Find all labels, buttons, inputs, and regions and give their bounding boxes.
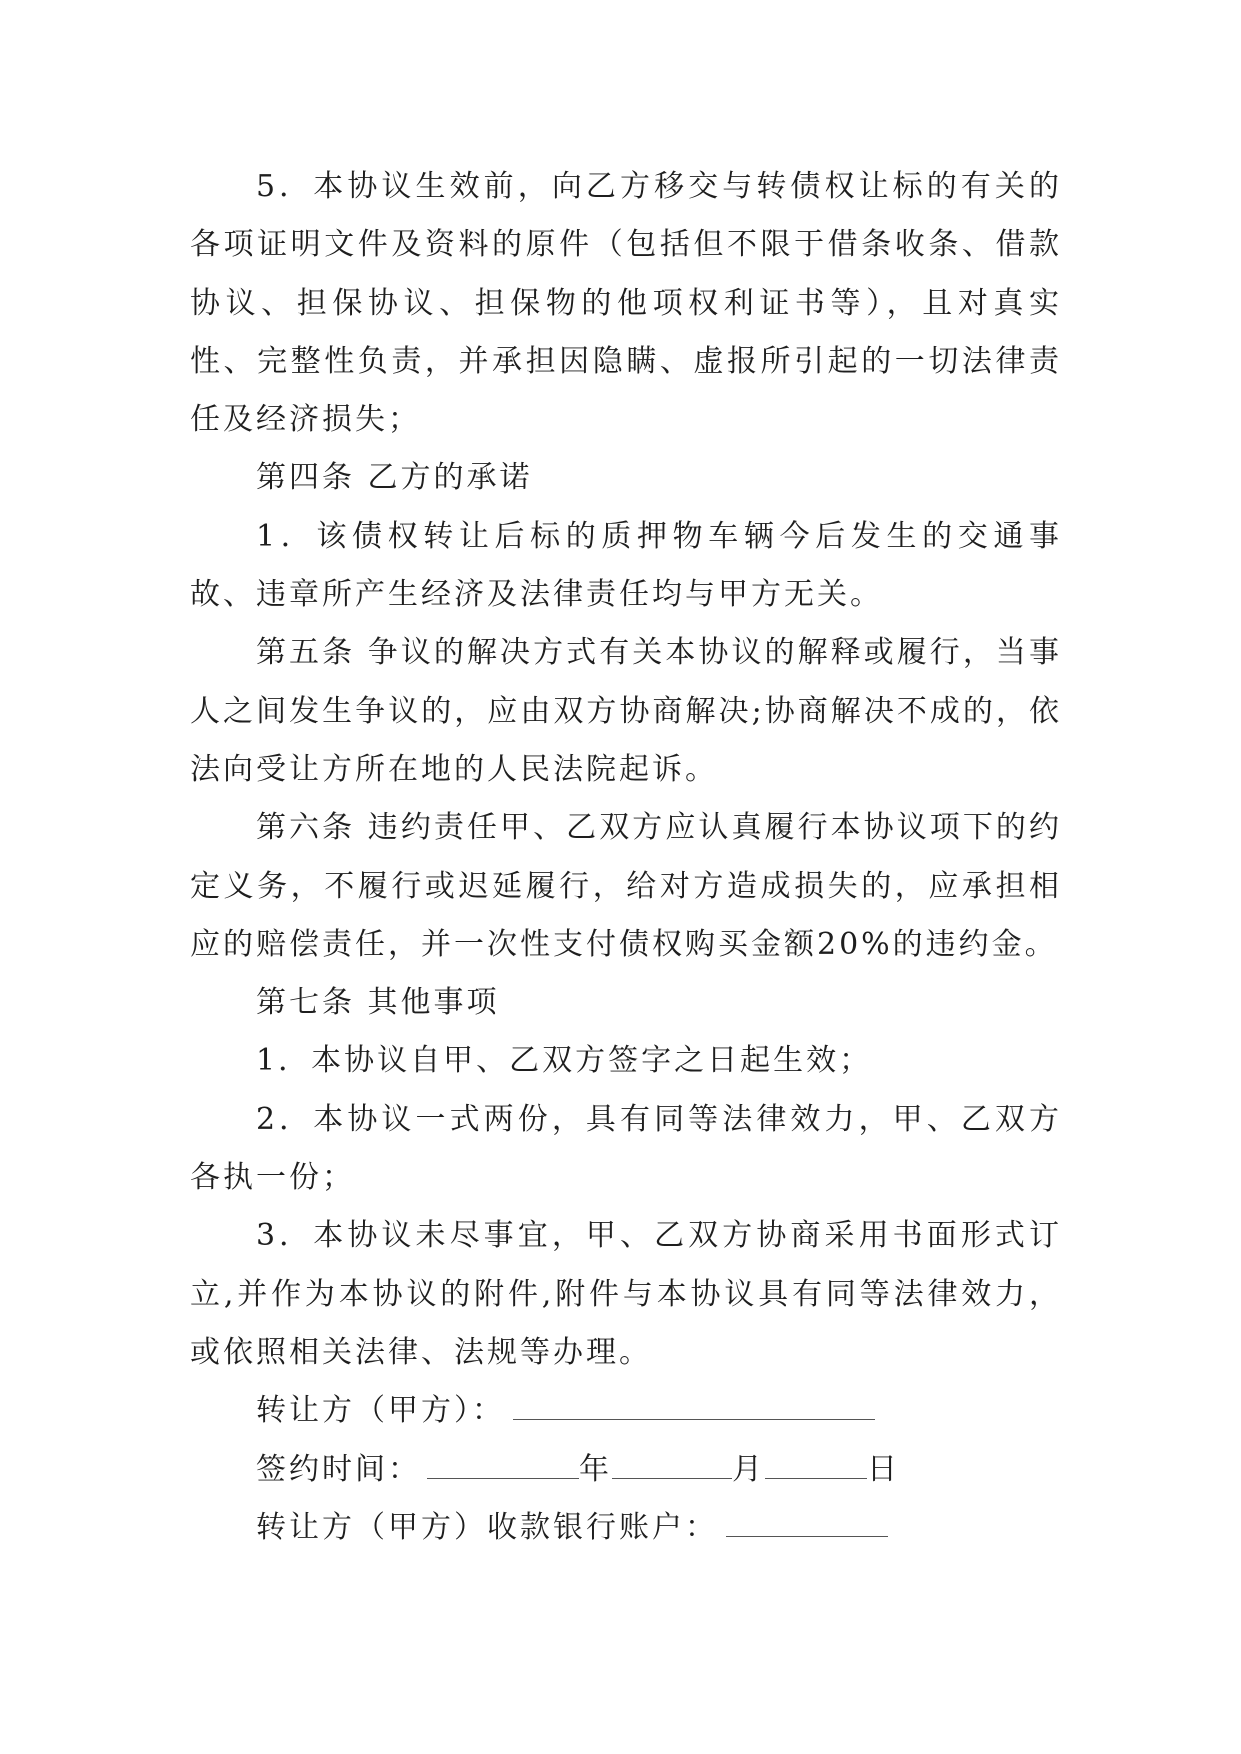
month-blank xyxy=(612,1452,732,1479)
transferor-label: 转让方（甲方）： xyxy=(256,1393,505,1429)
article-7-heading: 第七条 其他事项 xyxy=(256,985,500,1021)
clause-item-5-handover: 5．本协议生效前，向乙方移交与转债权让标的有关的各项证明文件及资料的原件（包括但不限于借条收条、借款协议、担保协议、担保物的他项权利证书等），且对真实性、完整性负责，并承担因隐瞒、虚报所引起的一切法律责任及经济损失； xyxy=(190,169,1062,438)
year-label: 年 xyxy=(579,1451,612,1487)
year-blank xyxy=(427,1452,579,1479)
article-4-heading: 第四条 乙方的承诺 xyxy=(256,460,533,496)
bank-account-label: 转让方（甲方）收款银行账户： xyxy=(256,1509,718,1545)
signing-date-line xyxy=(190,1441,1062,1499)
article-6-breach-liability: 第六条 违约责任甲、乙双方应认真履行本协议项下的约定义务，不履行或迟延履行，给对方造成损失的，应承担相应的赔偿责任，并一次性支付债权购买金额20%的违约金。 xyxy=(190,810,1062,962)
bank-account-line xyxy=(190,1499,1062,1557)
article-4-item-1: 1．该债权转让后标的质押物车辆今后发生的交通事故、违章所产生经济及法律责任均与甲方无关。 xyxy=(190,518,1062,613)
transferor-blank xyxy=(513,1393,875,1420)
month-label: 月 xyxy=(732,1451,765,1487)
document-body xyxy=(190,158,1062,1557)
article-7-item-3: 3．本协议未尽事宜，甲、乙双方协商采用书面形式订立,并作为本协议的附件,附件与本协议具有同等法律效力，或依照相关法律、法规等办理。 xyxy=(190,1218,1062,1370)
article-5-dispute-resolution: 第五条 争议的解决方式有关本协议的解释或履行，当事人之间发生争议的，应由双方协商解决;协商解决不成的，依法向受让方所在地的人民法院起诉。 xyxy=(190,635,1062,787)
signing-date-label: 签约时间： xyxy=(256,1451,421,1487)
day-label: 日 xyxy=(867,1451,900,1487)
article-7-item-1: 1．本协议自甲、乙双方签字之日起生效； xyxy=(256,1043,873,1079)
bank-account-blank xyxy=(726,1510,888,1537)
transferor-signature-line xyxy=(190,1382,1062,1440)
article-7-item-2: 2．本协议一式两份，具有同等法律效力，甲、乙双方各执一份； xyxy=(190,1101,1062,1196)
day-blank xyxy=(765,1452,867,1479)
